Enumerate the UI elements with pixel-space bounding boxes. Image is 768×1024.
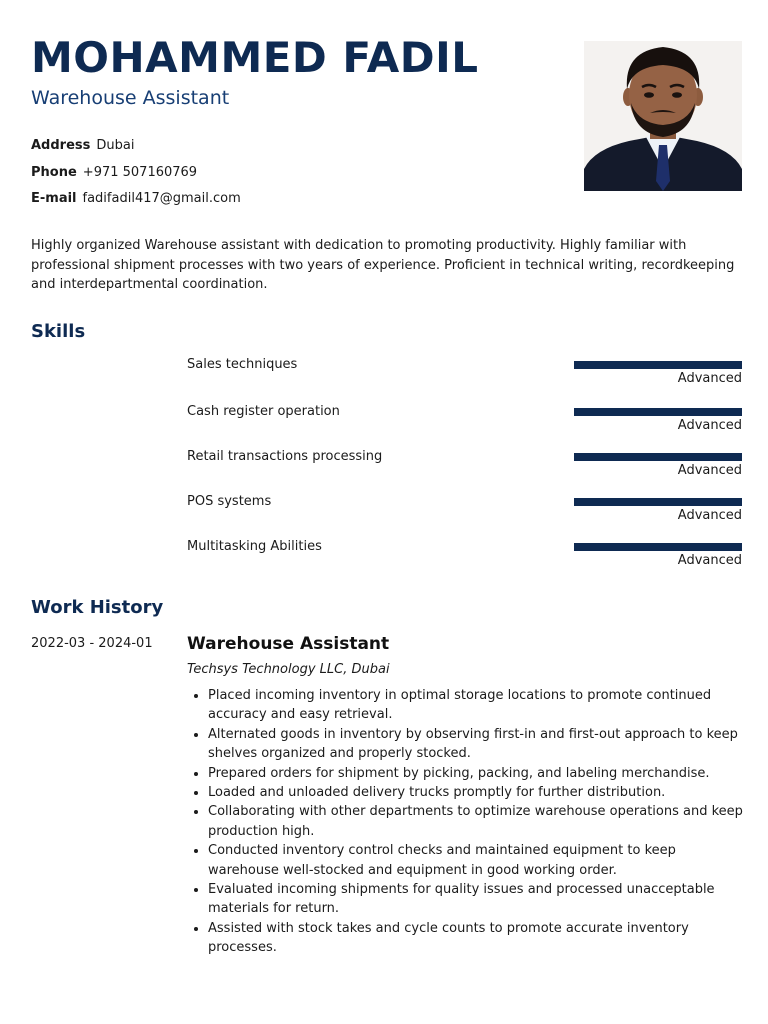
job-position: Warehouse Assistant (187, 634, 390, 654)
skill-level-fill (574, 408, 742, 416)
email-value[interactable]: fadifadil417@gmail.com (82, 191, 241, 206)
skill-level-label: Advanced (677, 508, 742, 523)
skill-level-bar (574, 543, 742, 551)
skill-name: Multitasking Abilities (187, 539, 322, 554)
skill-level-fill (574, 498, 742, 506)
phone-label: Phone (31, 165, 77, 180)
skill-row (187, 494, 742, 530)
skill-row (187, 357, 742, 393)
job-duty: • Conducted inventory control checks and maintained equipment to keep warehouse well-stocked and equipment in good working order. (208, 841, 747, 880)
skill-name: Retail transactions processing (187, 449, 383, 464)
skills-heading: Skills (31, 321, 86, 342)
address-label: Address (31, 138, 91, 153)
skill-row (187, 539, 742, 575)
job-duty: • Prepared orders for shipment by picking, packing, and labeling merchandise. (208, 764, 747, 783)
job-duty: • Placed incoming inventory in optimal storage locations to promote continued accuracy and easy retrieval. (208, 686, 747, 725)
job-duty: • Alternated goods in inventory by observing first-in and first-out approach to keep shelves organized and properly stocked. (208, 725, 747, 764)
skill-level-label: Advanced (677, 418, 742, 433)
job-duty: • Loaded and unloaded delivery trucks promptly for further distribution. (208, 783, 747, 802)
job-duty: • Collaborating with other departments to optimize warehouse operations and keep production high. (208, 802, 747, 841)
professional-summary: Highly organized Warehouse assistant with dedication to promoting productivity. Highly familiar with professional shipment processes with two years of experience. Proficient in technical writing, recordkeeping and interdepartmental coordination. (31, 238, 735, 292)
skill-row (187, 404, 742, 440)
skill-level-fill (574, 543, 742, 551)
job-dates: 2022-03 - 2024-01 (31, 636, 153, 651)
skill-level-label: Advanced (677, 463, 742, 478)
profile-photo (584, 41, 742, 191)
contact-phone (31, 165, 197, 181)
address-value: Dubai (96, 138, 135, 153)
skill-row (187, 449, 742, 485)
candidate-name: MOHAMMED FADIL (31, 33, 479, 82)
contact-email (31, 191, 241, 207)
candidate-title: Warehouse Assistant (31, 87, 230, 109)
job-company: Techsys Technology LLC, Dubai (187, 662, 390, 677)
job-duties-list (187, 686, 747, 958)
work-history-heading: Work History (31, 597, 164, 618)
email-label: E-mail (31, 191, 77, 206)
skill-name: Sales techniques (187, 357, 298, 372)
skill-level-bar (574, 453, 742, 461)
skill-level-fill (574, 361, 742, 369)
skill-level-label: Advanced (677, 371, 742, 386)
skill-level-bar (574, 408, 742, 416)
contact-address (31, 138, 134, 154)
skill-level-label: Advanced (677, 553, 742, 568)
job-duty: • Assisted with stock takes and cycle counts to promote accurate inventory processes. (208, 919, 747, 958)
skill-name: Cash register operation (187, 404, 340, 419)
skill-level-fill (574, 453, 742, 461)
skill-name: POS systems (187, 494, 272, 509)
profile-photo-image (584, 41, 742, 191)
skill-level-bar (574, 361, 742, 369)
phone-value: +971 507160769 (82, 165, 198, 180)
skill-level-bar (574, 498, 742, 506)
job-duty: • Evaluated incoming shipments for quality issues and processed unacceptable materials for return. (208, 880, 747, 919)
